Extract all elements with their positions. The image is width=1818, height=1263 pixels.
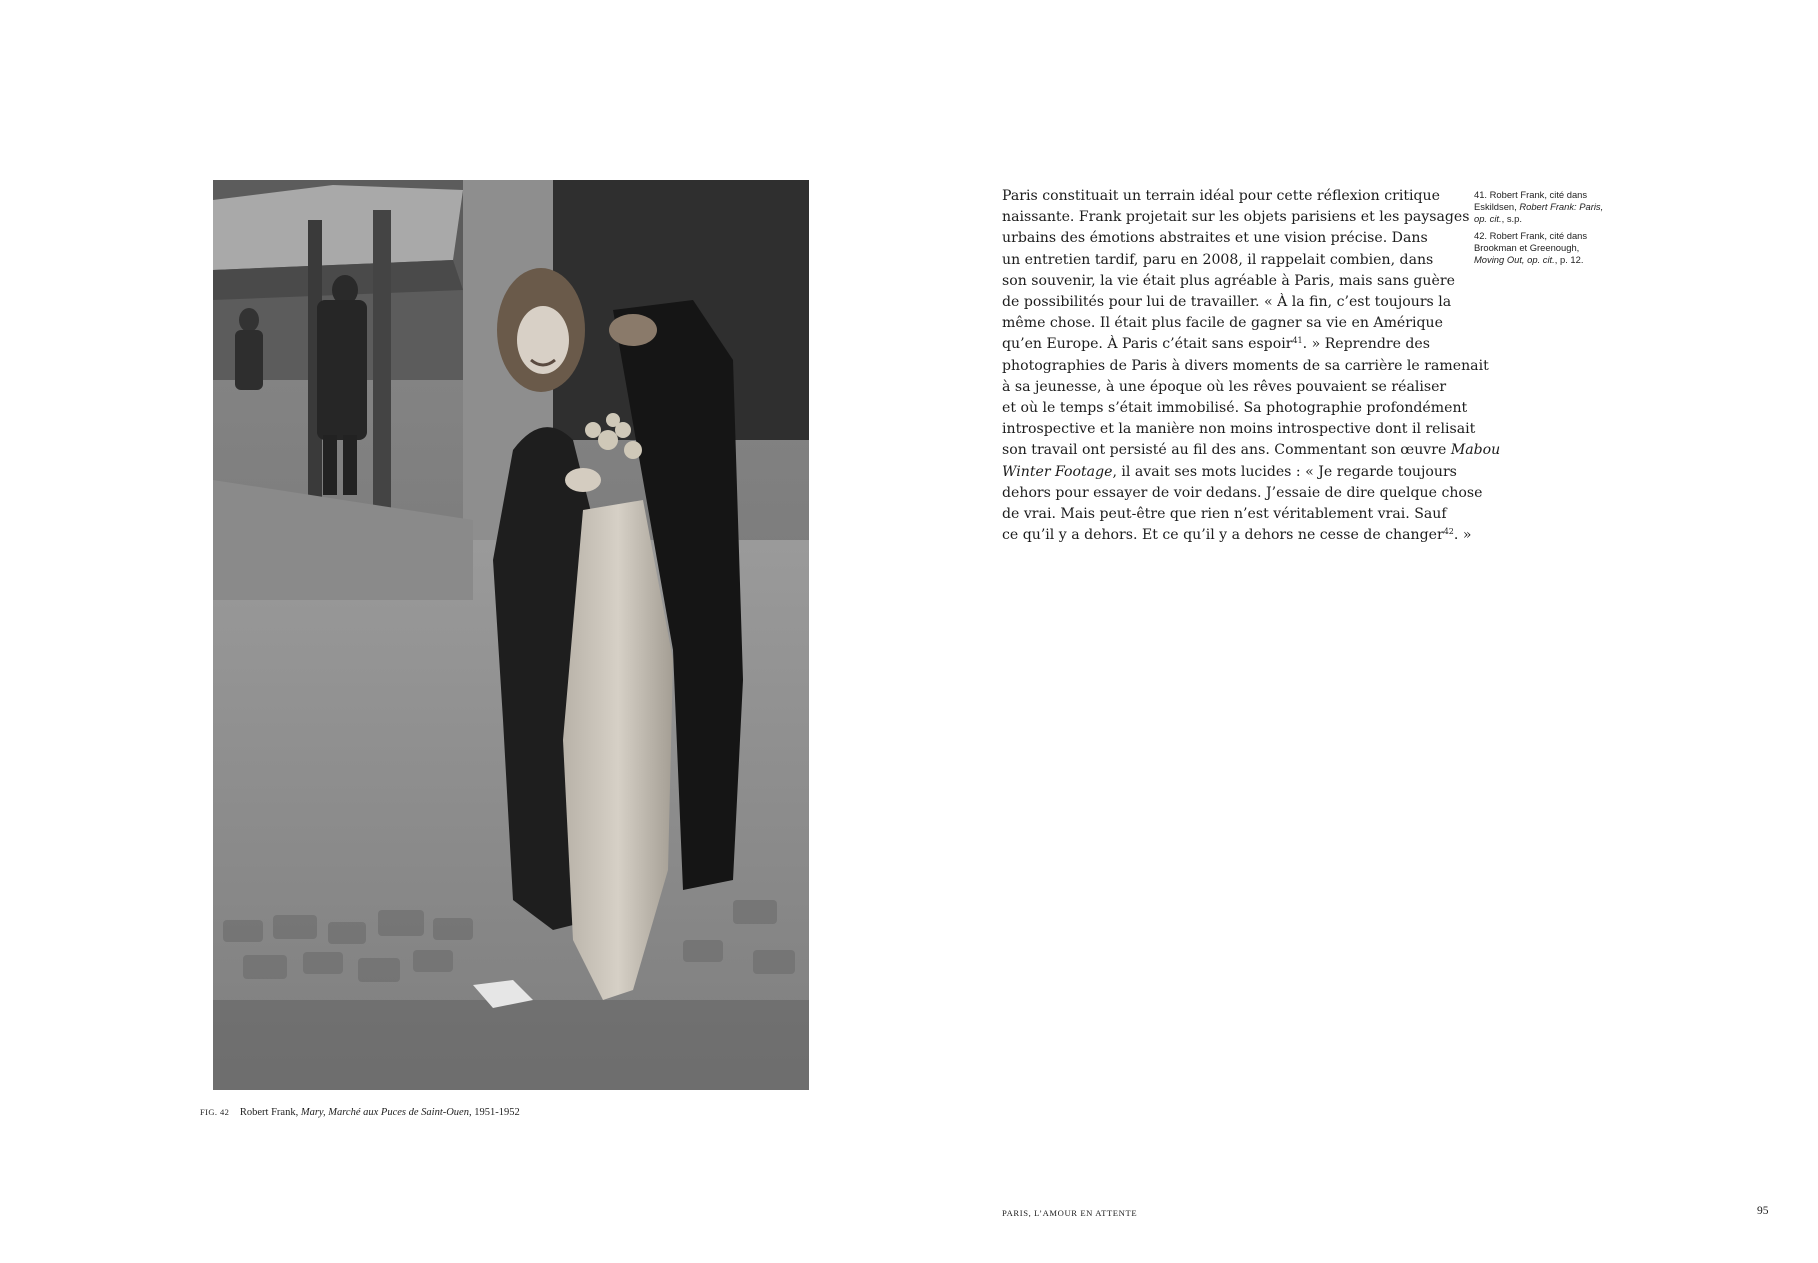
figure-date: 1951-1952	[474, 1107, 520, 1118]
footnote-41	[1474, 189, 1624, 226]
photograph-mary-flea-market	[213, 180, 809, 1090]
footnote-line: 41. Robert Frank, cité dans	[1474, 189, 1588, 200]
figure-caption	[200, 1107, 520, 1118]
footnote-line	[1474, 213, 1624, 225]
footnote-title: op. cit.	[1474, 213, 1502, 225]
body-line: à sa jeunesse, à une époque où les rêves pouvaient se réaliser	[1002, 378, 1447, 395]
body-segment: , il avait ses mots lucides : « Je regarde toujours	[1112, 463, 1457, 480]
footnote-line: 42. Robert Frank, cité dans	[1474, 229, 1588, 241]
body-line: urbains des émotions abstraites et une vision précise. Dans	[1002, 230, 1428, 247]
footnote-ref-42[interactable]: 42	[1443, 527, 1454, 537]
body-segment: . » Reprendre des	[1302, 336, 1430, 353]
footnote-line	[1474, 254, 1624, 266]
footnote-ref-41[interactable]: 41	[1292, 336, 1303, 346]
running-head: PARIS, L’AMOUR EN ATTENTE	[1002, 1208, 1138, 1218]
body-line	[1002, 334, 1457, 355]
body-line: de vrai. Mais peut-être que rien n’est véritablement vrai. Sauf	[1002, 506, 1447, 523]
body-line: naissante. Frank projetait sur les objets parisiens et les paysages	[1002, 209, 1470, 226]
footnote-segment: Eskildsen,	[1474, 201, 1520, 213]
body-line: son souvenir, la vie était plus agréable à Paris, mais sans guère	[1002, 272, 1455, 289]
footnote-line: Brookman et Greenough,	[1474, 241, 1580, 253]
work-title: Winter Footage	[1002, 463, 1113, 480]
page-number: 95	[1757, 1205, 1769, 1217]
body-line: introspective et la manière non moins introspective dont il relisait	[1002, 421, 1476, 438]
footnote-line	[1474, 201, 1624, 213]
body-line	[1002, 440, 1501, 461]
body-line: même chose. Il était plus facile de gagner sa vie en Amérique	[1002, 315, 1443, 332]
figure-label: FIG. 42	[200, 1107, 230, 1117]
photograph-image	[213, 180, 809, 1090]
body-line: photographies de Paris à divers moments de sa carrière le ramenait	[1002, 357, 1489, 374]
footnote-segment: , p. 12.	[1554, 254, 1584, 266]
body-line	[1002, 525, 1472, 546]
figure-author: Robert Frank,	[239, 1107, 299, 1118]
footnote-title: Moving Out, op. cit.	[1474, 254, 1555, 266]
body-line: de possibilités pour lui de travailler. « À la fin, c’est toujours la	[1002, 294, 1452, 311]
footnote-segment: , s.p.	[1501, 213, 1522, 225]
body-segment: son travail ont persisté au fil des ans. Commentant son œuvre	[1002, 442, 1451, 459]
footnote-title: Robert Frank: Paris,	[1519, 201, 1604, 213]
body-line: dehors pour essayer de voir dedans. J’essaie de dire quelque chose	[1002, 484, 1483, 501]
body-line: et où le temps s’était immobilisé. Sa photographie profondément	[1002, 400, 1468, 417]
figure-title: Mary, Marché aux Puces de Saint-Ouen,	[300, 1107, 472, 1118]
footnotes	[1474, 189, 1624, 270]
body-line: Paris constituait un terrain idéal pour cette réflexion critique	[1002, 188, 1440, 204]
body-segment: ce qu’il y a dehors. Et ce qu’il y a dehors ne cesse de changer	[1002, 527, 1444, 544]
footnote-42	[1474, 230, 1624, 267]
work-title: Mabou	[1450, 442, 1501, 459]
body-segment: qu’en Europe. À Paris c’était sans espoir	[1002, 336, 1293, 353]
body-segment: . »	[1453, 527, 1472, 544]
body-line: un entretien tardif, paru en 2008, il rappelait combien, dans	[1002, 251, 1434, 268]
body-line	[1002, 462, 1457, 483]
